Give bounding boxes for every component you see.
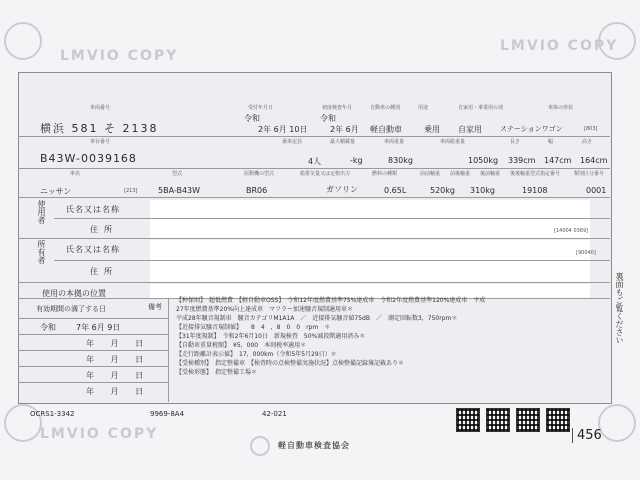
model-type: 5BA-B43W bbox=[158, 186, 201, 195]
col-label: 用途 bbox=[418, 105, 429, 111]
maker-name: ニッサン bbox=[40, 187, 72, 196]
expiry-blank: 年 月 日 bbox=[86, 355, 144, 364]
qr-code bbox=[486, 408, 510, 432]
gross-weight: 1050kg bbox=[468, 156, 499, 165]
col-label: 自動車の種別 bbox=[370, 105, 401, 111]
qr-code bbox=[516, 408, 540, 432]
rear-axle: 310kg bbox=[470, 186, 495, 195]
col-label: 車両重量 bbox=[384, 139, 405, 145]
organization-name: 軽自動車検査協会 bbox=[278, 441, 350, 450]
corner-ornament bbox=[598, 404, 636, 442]
col-label: 原動機の型式 bbox=[244, 171, 275, 177]
remark-line: 【走行距離計表示値】 17，000km（令和5年5月29日）＊ bbox=[176, 351, 337, 358]
body-code: [803] bbox=[584, 126, 598, 132]
length: 339cm bbox=[508, 156, 536, 165]
expiry-blank: 年 月 日 bbox=[86, 371, 144, 380]
col-label: 最大積載量 bbox=[330, 139, 356, 145]
col-label: 型式 bbox=[172, 171, 183, 177]
user-address-code: [14004 0369] bbox=[554, 228, 589, 234]
col-label: 初度検査年月 bbox=[322, 105, 353, 111]
user-side-label: 使用者 bbox=[37, 200, 46, 224]
fuel-type: ガソリン bbox=[326, 185, 358, 194]
remark-line: 【自動車重量税額】 ¥5，000 本則税率適用＊ bbox=[176, 342, 307, 349]
footer-code-2: 42-021 bbox=[262, 410, 287, 418]
capacity: 4人 bbox=[308, 157, 322, 166]
reg-era: 令和 bbox=[244, 114, 260, 123]
watermark: LMVIO COPY bbox=[60, 48, 179, 64]
vehicle-kind: 軽自動車 bbox=[370, 125, 402, 134]
col-label: 前後軸重 bbox=[450, 171, 471, 177]
redaction-block bbox=[150, 200, 590, 238]
maker-code: [213] bbox=[124, 188, 138, 194]
expiry-date: 7年 6月 9日 bbox=[76, 323, 121, 332]
displacement: 0.65L bbox=[384, 186, 407, 195]
handwritten-number: 456 bbox=[572, 428, 602, 443]
col-label: 高さ bbox=[582, 139, 593, 145]
private-use: 自家用 bbox=[458, 125, 482, 134]
remark-line: 【近接排気騒音規制値】 8 4 ，8 0 0 rpm ＊ bbox=[176, 324, 331, 331]
corner-ornament bbox=[4, 22, 42, 60]
footer-code-1: 9969-8A4 bbox=[150, 410, 185, 418]
front-axle: 520kg bbox=[430, 186, 455, 195]
engine-type: BR06 bbox=[246, 186, 268, 195]
remarks-block bbox=[176, 296, 604, 377]
max-load: -kg bbox=[350, 156, 363, 165]
col-label: 車両総重量 bbox=[440, 139, 466, 145]
col-label: 前前軸重 bbox=[420, 171, 441, 177]
col-label: 燃料の種類 bbox=[372, 171, 398, 177]
first-era: 令和 bbox=[320, 114, 336, 123]
body-shape: ステーションワゴン bbox=[500, 125, 563, 133]
col-label: 総排気量又は定格出力 bbox=[300, 171, 351, 177]
owner-name-label: 氏名又は名称 bbox=[66, 245, 120, 254]
col-label: 車名 bbox=[70, 171, 81, 177]
expiry-blank: 年 月 日 bbox=[86, 339, 144, 348]
remarks-label: 備考 bbox=[148, 303, 162, 311]
width: 147cm bbox=[544, 156, 572, 165]
remark-line: 【受検種別】 指定整備車 【検査時の点検整備実施状況】点検整備記録簿記載あり＊ bbox=[176, 360, 405, 367]
remark-line: 【31年度規制】 令和2年6月10日 新規検査 50%減段階適用済み＊ bbox=[176, 333, 366, 340]
col-label: 後後軸重 bbox=[510, 171, 531, 177]
vehicle-weight: 830kg bbox=[388, 156, 413, 165]
expiry-label: 有効期間の満了する日 bbox=[36, 305, 106, 313]
col-label: 車台番号 bbox=[90, 139, 111, 145]
col-label: 長さ bbox=[510, 139, 521, 145]
owner-address-label: 住所 bbox=[90, 267, 118, 276]
remark-line: 【受検形態】 指定整備工場＊ bbox=[176, 369, 258, 376]
owner-side-label: 所有者 bbox=[37, 240, 46, 264]
expiry-era: 令和 bbox=[40, 323, 56, 332]
col-label: 型式指定番号 bbox=[530, 171, 561, 177]
plate-number: 横浜 581 そ 2138 bbox=[40, 122, 159, 135]
owner-address-code: [90040] bbox=[576, 250, 596, 256]
height: 164cm bbox=[580, 156, 608, 165]
class-number: 0001 bbox=[586, 186, 607, 195]
remark-line: 平成28年騒音規制車 騒音カテゴリM1A1A ／ 近接排気騒音値75dB ／ 測定回転数3，750rpm＊ bbox=[176, 315, 458, 322]
ocr-code: OCRS1-3342 bbox=[30, 410, 75, 418]
qr-code bbox=[546, 408, 570, 432]
user-address-label: 住所 bbox=[90, 225, 118, 234]
organization-emblem bbox=[250, 436, 270, 456]
chassis-number: B43W-0039168 bbox=[40, 152, 137, 165]
user-name-label: 氏名又は名称 bbox=[66, 205, 120, 214]
qr-code bbox=[456, 408, 480, 432]
reg-date: 2年 6月 10日 bbox=[258, 125, 308, 134]
remark-line: 【种保則】 超低燃費 【軽自動車OSS】 令和12年度燃費基準75%達成車 令和2年度燃費基準120%達成車 平成 bbox=[176, 297, 486, 304]
watermark: LMVIO COPY bbox=[500, 38, 619, 54]
base-location-label: 使用の本拠の位置 bbox=[42, 289, 106, 298]
type-number: 19108 bbox=[522, 186, 548, 195]
expiry-blank: 年 月 日 bbox=[86, 387, 144, 396]
col-label: 後前軸重 bbox=[480, 171, 501, 177]
col-label: 受付年月日 bbox=[248, 105, 274, 111]
col-label: 車体の形状 bbox=[548, 105, 574, 111]
col-label: 自家用・事業用の別 bbox=[458, 105, 504, 111]
remark-line: 27年度燃費基準20%向上達成車 マフラー加速騒音規制適用車＊ bbox=[176, 306, 353, 313]
col-label: 類別区分番号 bbox=[574, 171, 605, 177]
col-label: 幅 bbox=[548, 139, 554, 145]
redaction-block bbox=[150, 240, 590, 282]
reverse-side-note: 裏面もご覧ください bbox=[615, 272, 624, 344]
col-label: 車両番号 bbox=[90, 105, 111, 111]
first-date: 2年 6月 bbox=[330, 125, 359, 134]
vehicle-use: 乗用 bbox=[424, 125, 440, 134]
col-label: 乗車定員 bbox=[282, 139, 303, 145]
watermark: LMVIO COPY bbox=[40, 426, 159, 442]
